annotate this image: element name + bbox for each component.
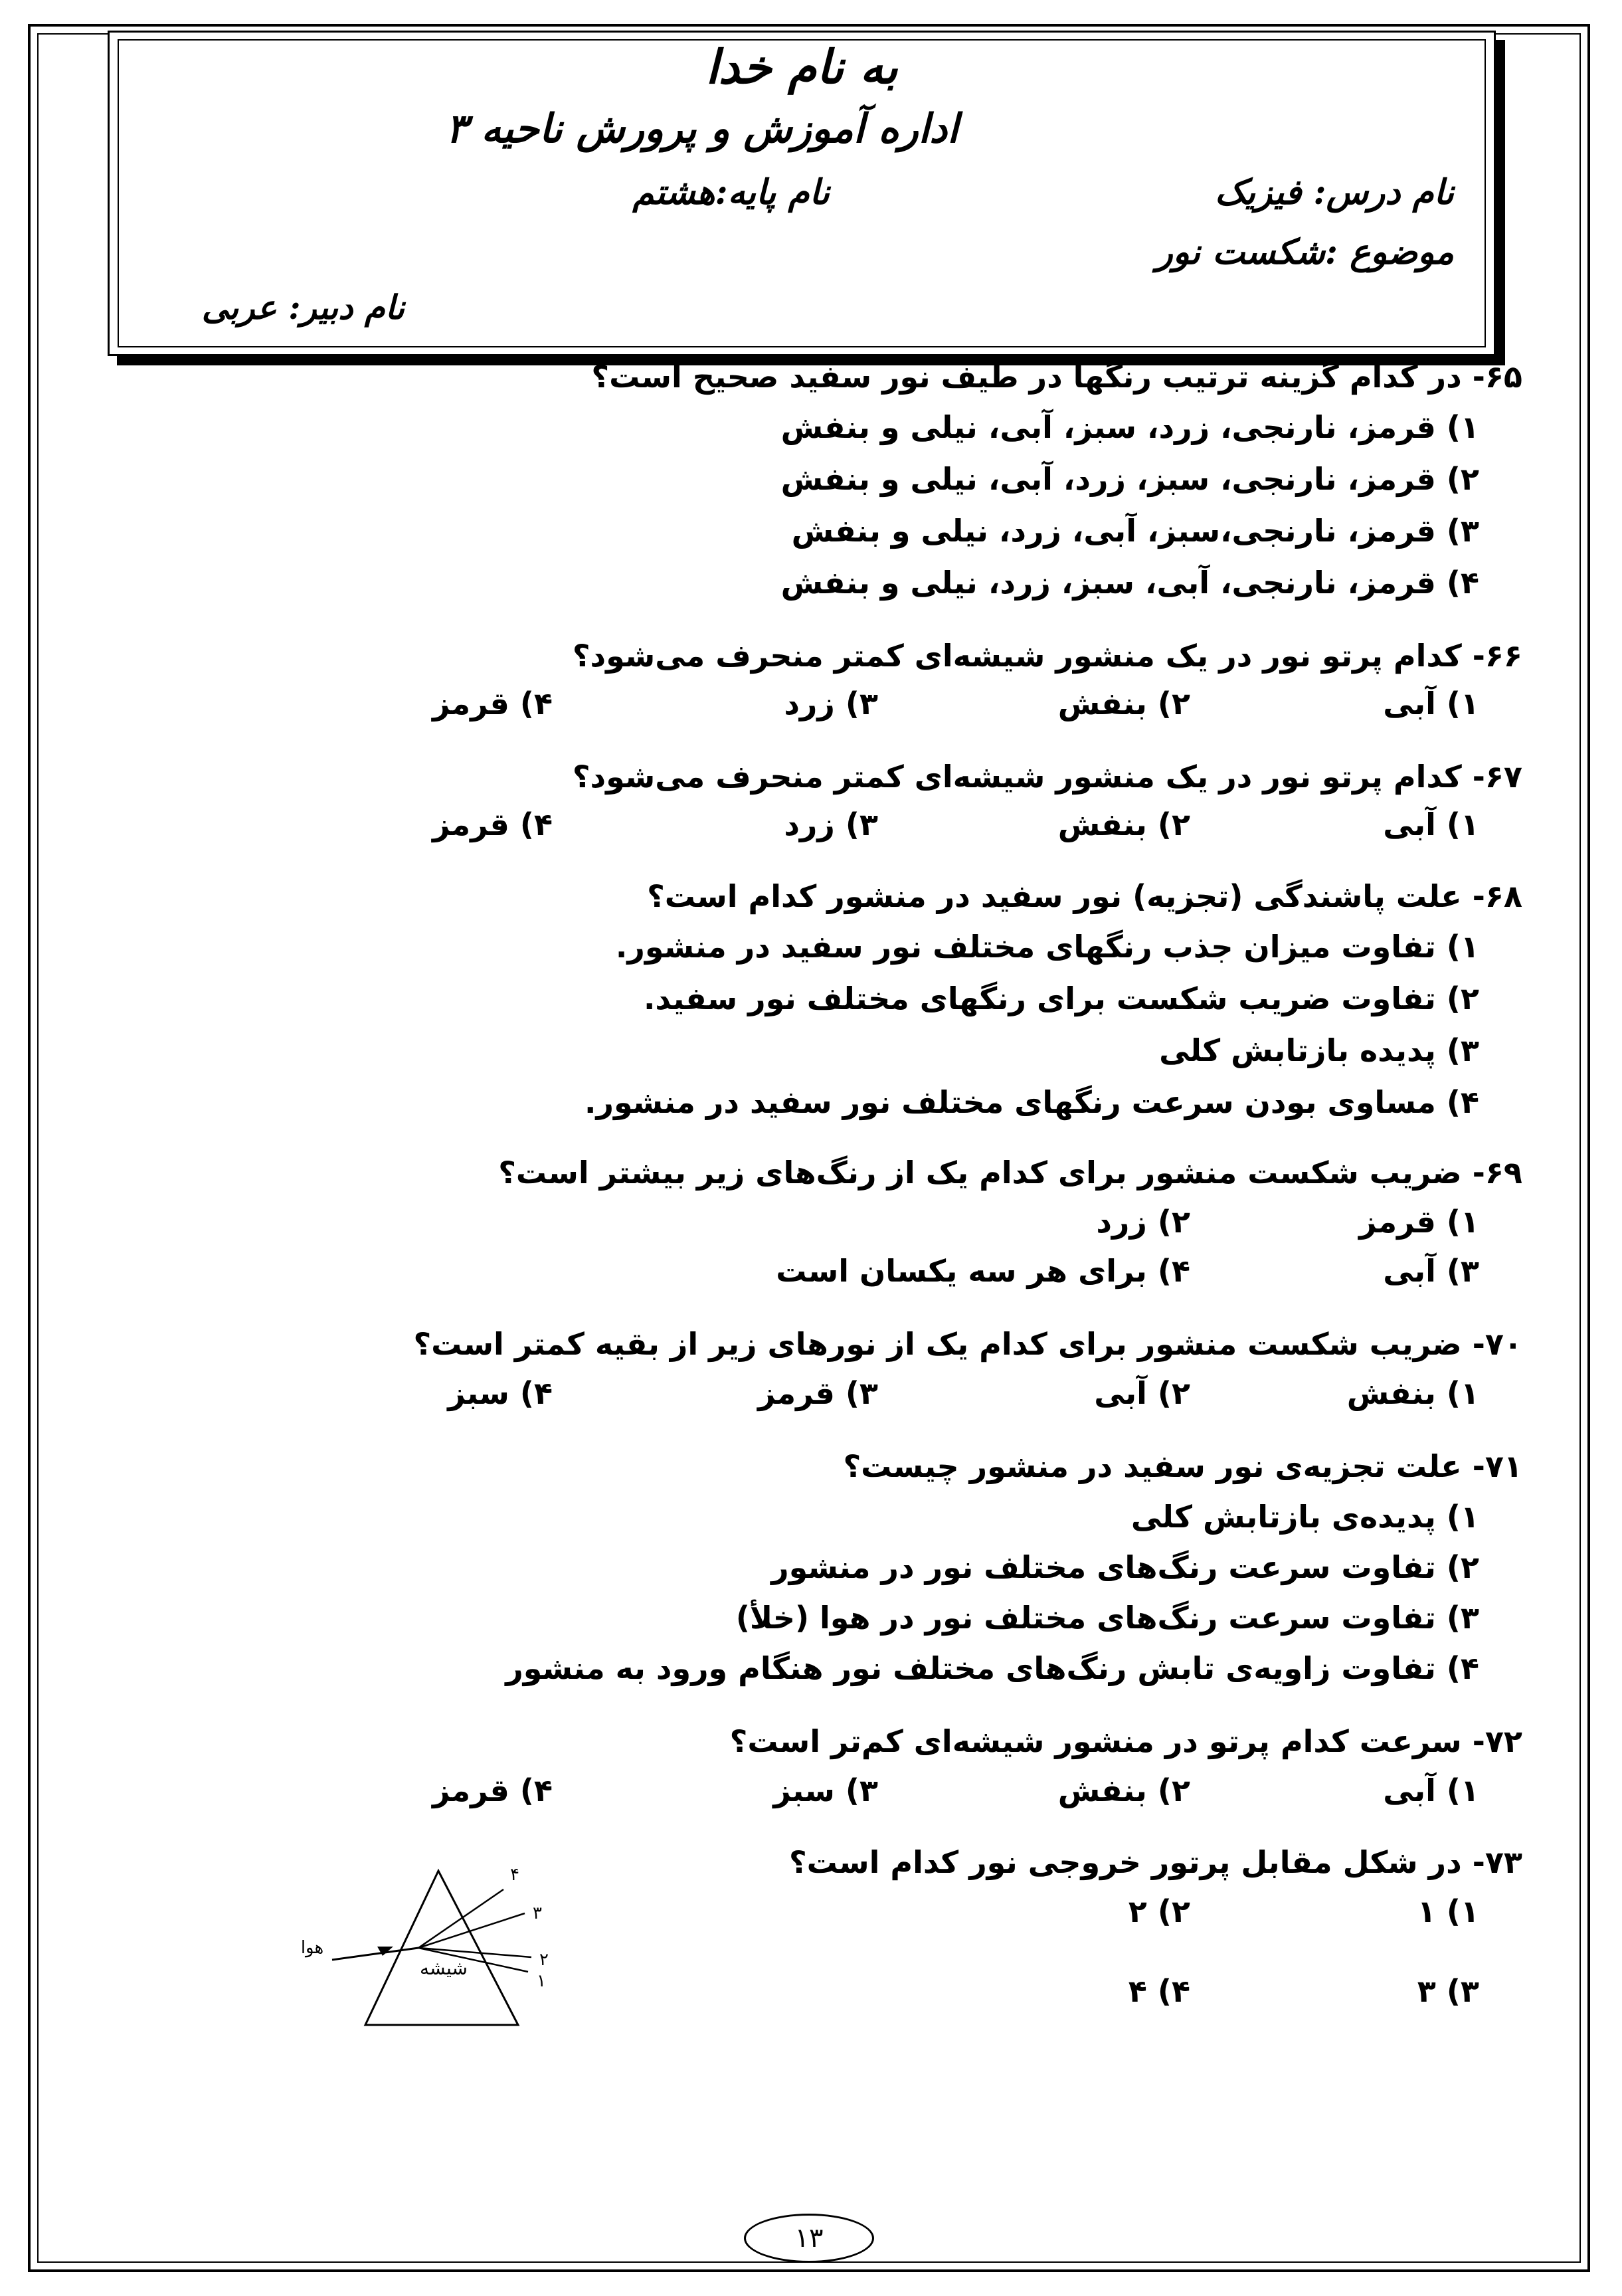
option-70-4: ۴) سبز	[448, 1375, 553, 1411]
option-65-2: ۲) قرمز، نارنجی، سبز، زرد، آبی، نیلی و بنفش	[780, 461, 1479, 497]
option-70-1: ۱) بنفش	[1346, 1375, 1479, 1411]
option-71-3: ۳) تفاوت سرعت رنگ‌های مختلف نور در هوا (خلأ)	[735, 1600, 1479, 1636]
option-68-4: ۴) مساوی بودن سرعت رنگهای مختلف نور سفید در منشور.	[584, 1084, 1479, 1120]
option-66-1: ۱) آبی	[1383, 686, 1479, 721]
option-71-4: ۴) تفاوت زاویه‌ی تابش رنگ‌های مختلف نور هنگام ورود به منشور	[505, 1650, 1479, 1686]
header-topic: موضوع :شکست نور	[1156, 232, 1454, 272]
option-69-2: ۲) زرد	[1096, 1204, 1190, 1240]
option-67-4: ۴) قرمز	[432, 807, 553, 842]
header-lesson: نام درس: فیزیک	[1215, 172, 1454, 213]
option-67-2: ۲) بنفش	[1057, 807, 1190, 842]
option-67-3: ۳) زرد	[784, 807, 878, 842]
ray-label-2: ۲	[539, 1950, 549, 1970]
option-65-3: ۳) قرمز، نارنجی،سبز، آبی، زرد، نیلی و بنفش	[791, 513, 1479, 549]
option-68-3: ۳) پدیده بازتابش کلی	[1159, 1032, 1479, 1068]
option-73-4: ۴) ۴	[1128, 1973, 1190, 2009]
header-title: به نام خدا	[705, 39, 898, 94]
question-71: ۷۱- علت تجزیه‌ی نور سفید در منشور چیست؟	[843, 1448, 1522, 1484]
question-73: ۷۳- در شکل مقابل پرتور خروجی نور کدام است؟	[788, 1844, 1522, 1880]
question-67: ۶۷- کدام پرتو نور در یک منشور شیشه‌ای کمتر منحرف می‌شود؟	[572, 759, 1522, 795]
option-65-1: ۱) قرمز، نارنجی، زرد، سبز، آبی، نیلی و بنفش	[780, 409, 1479, 445]
option-66-2: ۲) بنفش	[1057, 686, 1190, 721]
option-66-4: ۴) قرمز	[432, 686, 553, 721]
option-69-4: ۴) برای هر سه یکسان است	[776, 1253, 1190, 1289]
option-65-4: ۴) قرمز، نارنجی، آبی، سبز، زرد، نیلی و بنفش	[780, 565, 1479, 601]
ray-2	[418, 1948, 531, 1957]
option-68-1: ۱) تفاوت میزان جذب رنگهای مختلف نور سفید در منشور.	[615, 929, 1479, 965]
option-71-1: ۱) پدیده‌ی بازتابش کلی	[1130, 1499, 1479, 1535]
header-office: اداره آموزش و پرورش ناحیه ۳	[446, 106, 958, 152]
question-65: ۶۵- در کدام گزینه ترتیب رنگها در طیف نور سفید صحیح است؟	[591, 359, 1522, 395]
incident-ray	[332, 1948, 418, 1960]
option-67-1: ۱) آبی	[1383, 807, 1479, 842]
option-69-3: ۳) آبی	[1383, 1253, 1479, 1289]
ray-3	[418, 1913, 525, 1948]
question-69: ۶۹- ضریب شکست منشور برای کدام یک از رنگ‌های زیر بیشتر است؟	[498, 1155, 1522, 1191]
air-label: هوا	[300, 1938, 324, 1958]
option-73-3: ۳) ۳	[1417, 1973, 1479, 2009]
option-70-3: ۳) قرمز	[758, 1375, 878, 1411]
question-66: ۶۶- کدام پرتو نور در یک منشور شیشه‌ای کمتر منحرف می‌شود؟	[572, 638, 1522, 674]
ray-label-3: ۳	[533, 1903, 542, 1923]
glass-label: شیشه	[420, 1957, 468, 1979]
option-70-2: ۲) آبی	[1094, 1375, 1190, 1411]
option-72-4: ۴) قرمز	[432, 1772, 553, 1808]
option-66-3: ۳) زرد	[784, 686, 878, 721]
option-69-1: ۱) قرمز	[1359, 1204, 1479, 1240]
option-68-2: ۲) تفاوت ضریب شکست برای رنگهای مختلف نور سفید.	[643, 981, 1479, 1016]
header-grade: نام پایه:هشتم	[632, 172, 830, 213]
header-teacher: نام دبیر: عربی	[201, 288, 405, 327]
option-72-2: ۲) بنفش	[1057, 1772, 1190, 1808]
ray-label-1: ۱	[537, 1971, 546, 1991]
ray-4	[418, 1889, 503, 1948]
option-71-2: ۲) تفاوت سرعت رنگ‌های مختلف نور در منشور	[771, 1549, 1479, 1585]
option-72-3: ۳) سبز	[773, 1772, 878, 1808]
option-72-1: ۱) آبی	[1383, 1772, 1479, 1808]
question-72: ۷۲- سرعت کدام پرتو در منشور شیشه‌ای کم‌تر است؟	[729, 1723, 1522, 1759]
question-68: ۶۸- علت پاشندگی (تجزیه) نور سفید در منشور کدام است؟	[647, 878, 1522, 914]
page-number: ۱۳	[744, 2214, 874, 2263]
option-73-1: ۱) ۱	[1417, 1893, 1479, 1929]
ray-label-4: ۴	[510, 1865, 519, 1885]
option-73-2: ۲) ۲	[1128, 1893, 1190, 1929]
prism-diagram	[292, 1847, 585, 2046]
question-70: ۷۰- ضریب شکست منشور برای کدام یک از نورهای زیر از بقیه کمتر است؟	[413, 1326, 1522, 1362]
